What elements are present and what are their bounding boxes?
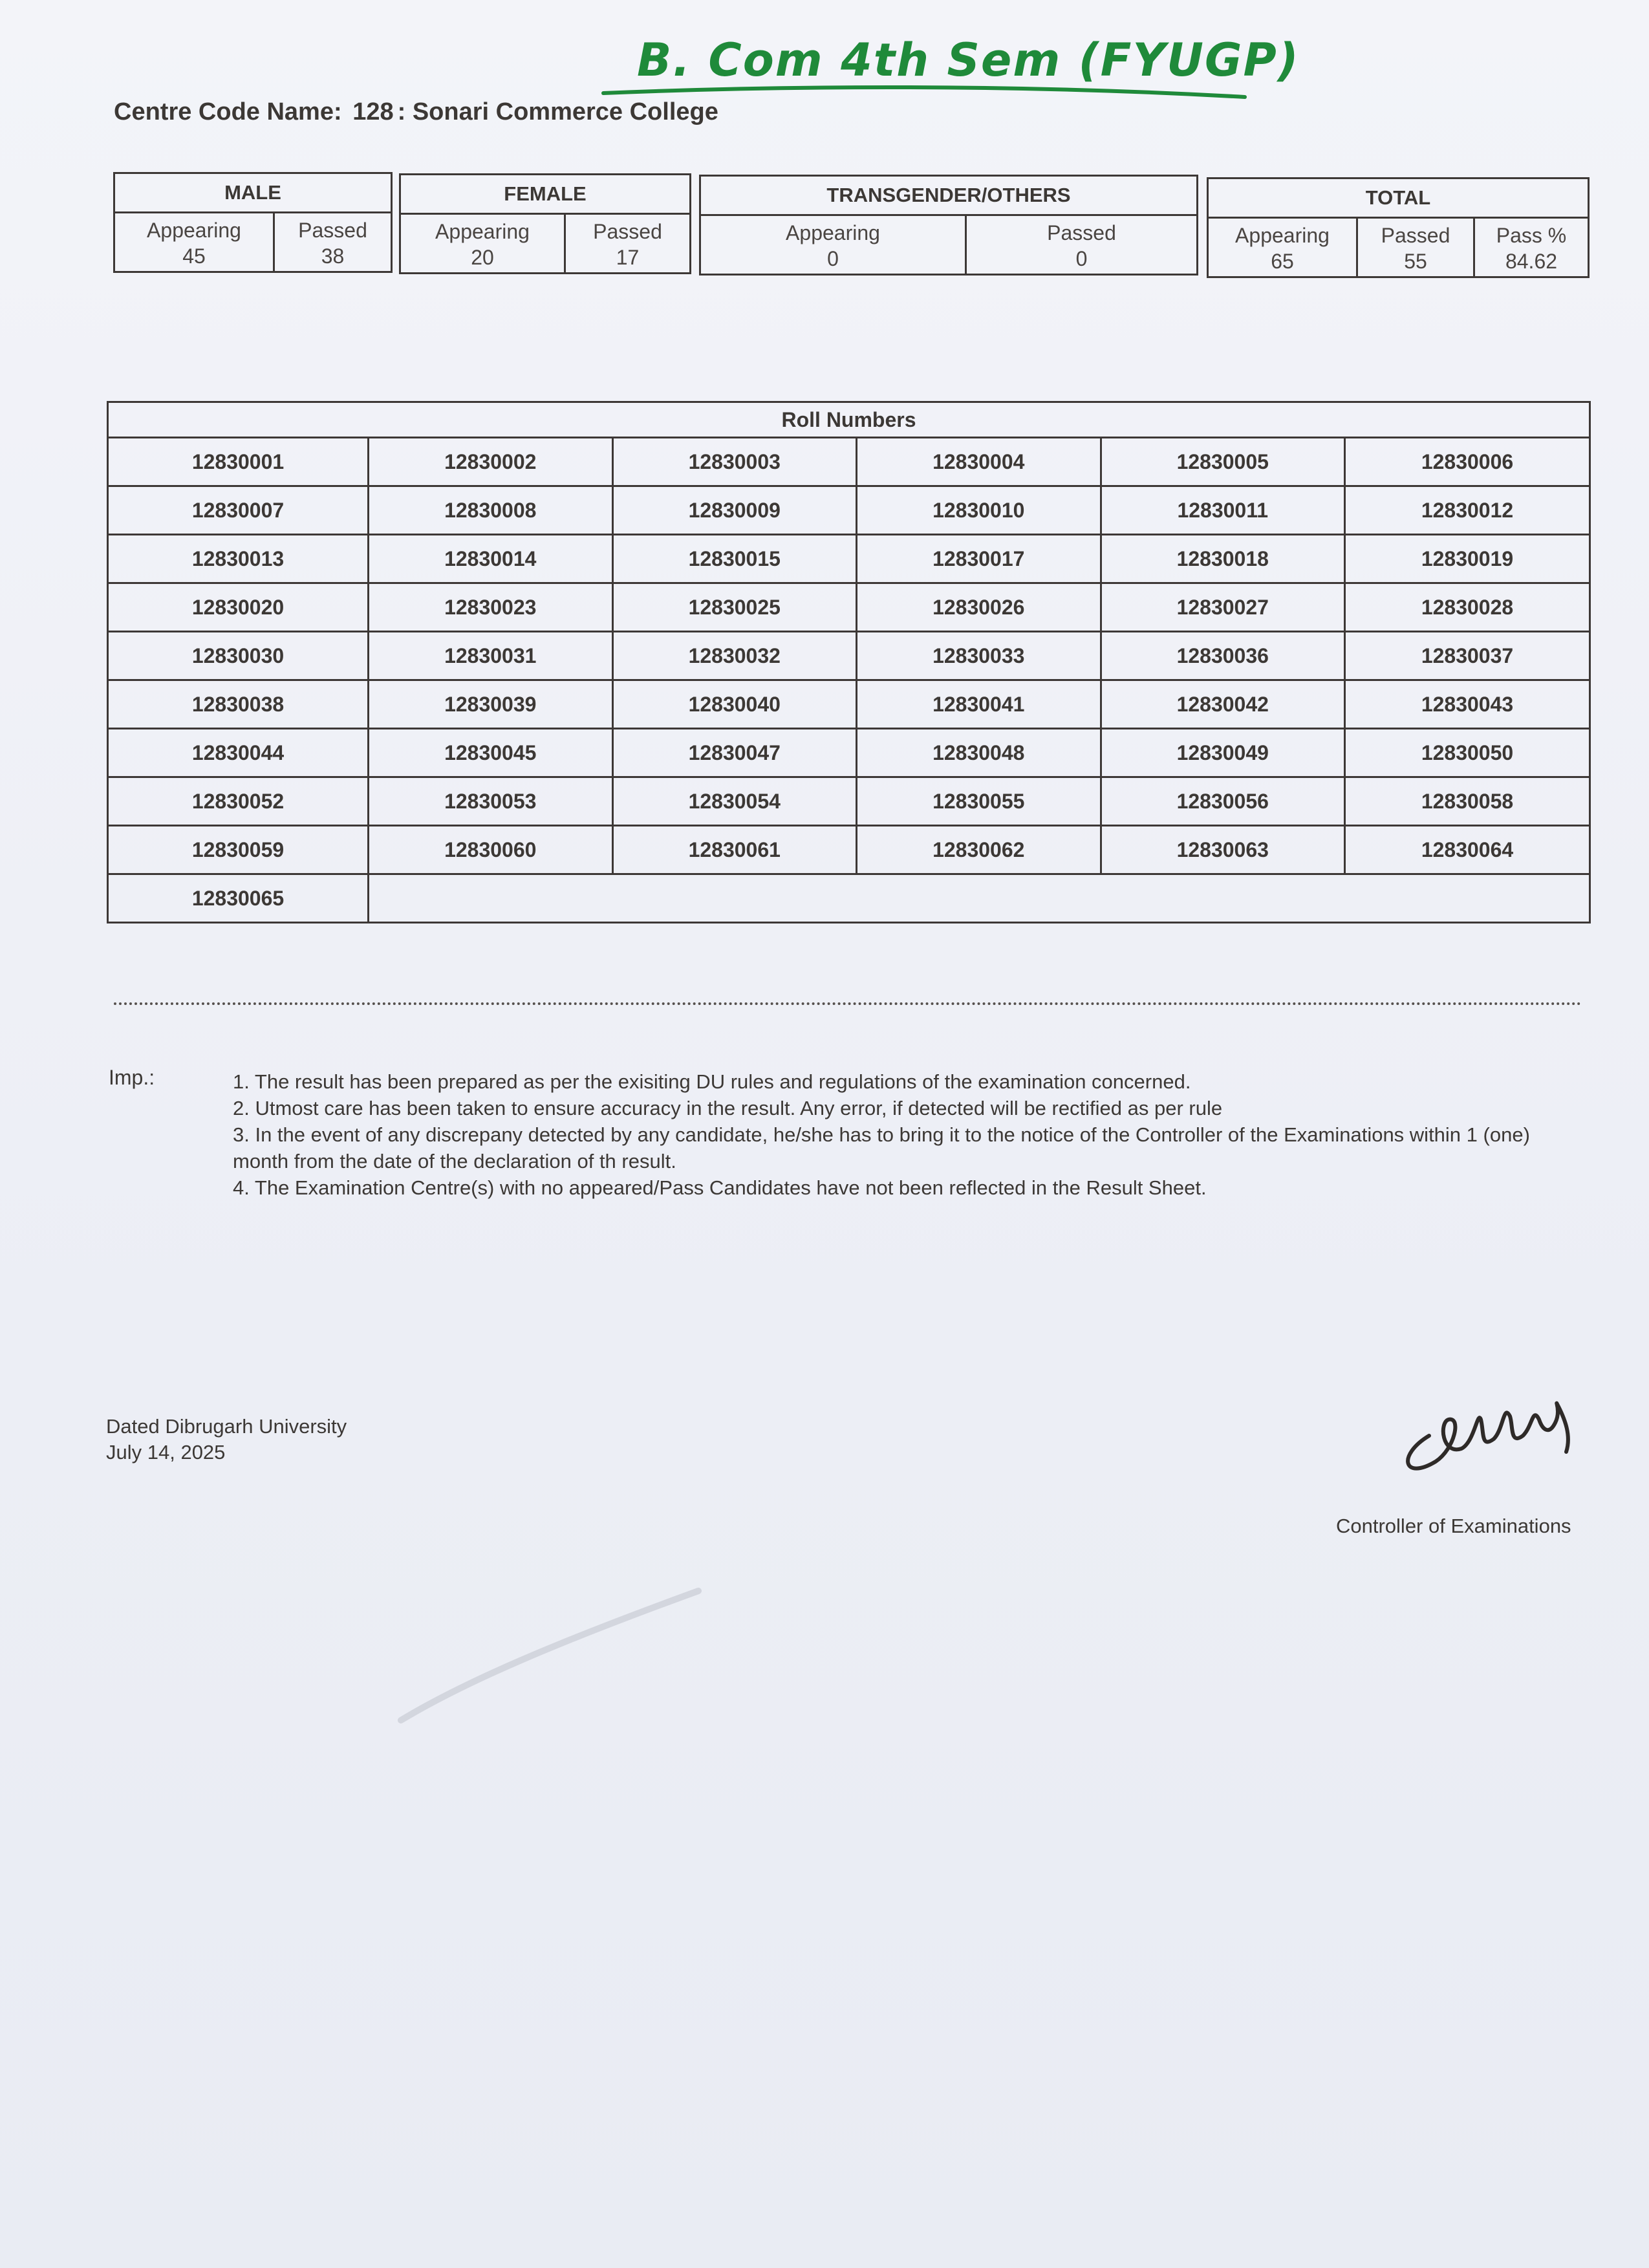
female-passed-cell — [566, 215, 689, 272]
male-appearing-cell — [115, 213, 275, 271]
important-notes — [233, 1068, 1552, 1201]
roll-number-cell: 12830041 — [857, 680, 1101, 729]
total-pass-pct-cell — [1475, 219, 1588, 276]
roll-number-cell: 12830033 — [857, 632, 1101, 680]
roll-row — [109, 777, 1589, 826]
total-appearing-cell — [1209, 219, 1358, 276]
roll-number-cell: 12830023 — [369, 583, 613, 632]
summary-female — [399, 173, 691, 274]
roll-number-cell: 12830004 — [857, 438, 1101, 486]
roll-row — [109, 680, 1589, 729]
roll-number-cell: 12830053 — [369, 777, 613, 826]
total-passed-cell — [1358, 219, 1475, 276]
female-appearing-cell — [401, 215, 566, 272]
total-appearing-label: Appearing — [1235, 224, 1330, 247]
centre-label: Centre Code Name: — [114, 98, 342, 125]
roll-number-cell: 12830020 — [109, 583, 369, 632]
male-passed-label: Passed — [298, 219, 367, 242]
male-appearing-value: 45 — [182, 244, 206, 268]
roll-number-cell: 12830056 — [1101, 777, 1345, 826]
roll-number-cell: 12830037 — [1345, 632, 1590, 680]
roll-number-cell: 12830058 — [1345, 777, 1590, 826]
roll-number-cell: 12830026 — [857, 583, 1101, 632]
handwritten-note: B. Com 4th Sem (FYUGP) — [637, 34, 1300, 87]
roll-number-cell: 12830015 — [612, 535, 857, 583]
roll-number-cell: 12830062 — [857, 826, 1101, 874]
dotted-divider — [114, 1002, 1582, 1005]
roll-number-cell: 12830050 — [1345, 729, 1590, 777]
total-passed-value: 55 — [1404, 250, 1427, 273]
roll-number-cell: 12830027 — [1101, 583, 1345, 632]
roll-number-cell: 12830039 — [369, 680, 613, 729]
centre-separator: : — [397, 98, 406, 125]
total-passed-label: Passed — [1381, 224, 1450, 247]
total-appearing-value: 65 — [1271, 250, 1294, 273]
roll-numbers-title: Roll Numbers — [109, 403, 1589, 438]
centre-name: Sonari Commerce College — [412, 98, 718, 125]
roll-number-cell: 12830054 — [612, 777, 857, 826]
note-item: 4. The Examination Centre(s) with no appeared/Pass Candidates have not been reflected in the Result Sheet. — [233, 1176, 1207, 1199]
roll-number-cell: 12830003 — [612, 438, 857, 486]
roll-number-cell: 12830038 — [109, 680, 369, 729]
roll-number-cell: 12830005 — [1101, 438, 1345, 486]
summary-male — [113, 172, 393, 273]
roll-numbers-table — [107, 401, 1591, 923]
transgender-appearing-label: Appearing — [786, 221, 880, 244]
roll-number-cell: 12830013 — [109, 535, 369, 583]
roll-number-cell: 12830028 — [1345, 583, 1590, 632]
summary-transgender-title: TRANSGENDER/OTHERS — [701, 177, 1196, 216]
roll-number-cell: 12830032 — [612, 632, 857, 680]
dated-block — [106, 1414, 347, 1465]
roll-number-cell: 12830036 — [1101, 632, 1345, 680]
important-label: Imp.: — [109, 1066, 155, 1089]
roll-number-cell: 12830049 — [1101, 729, 1345, 777]
roll-number-cell: 12830064 — [1345, 826, 1590, 874]
male-passed-value: 38 — [321, 244, 345, 268]
roll-number-cell: 12830018 — [1101, 535, 1345, 583]
roll-number-cell: 12830063 — [1101, 826, 1345, 874]
roll-number-cell: 12830014 — [369, 535, 613, 583]
roll-row — [109, 535, 1589, 583]
roll-number-cell: 12830019 — [1345, 535, 1590, 583]
roll-number-cell: 12830030 — [109, 632, 369, 680]
roll-row — [109, 874, 1589, 922]
roll-number-cell: 12830012 — [1345, 486, 1590, 535]
female-passed-label: Passed — [593, 220, 662, 243]
summary-total-title: TOTAL — [1209, 179, 1588, 219]
roll-number-cell: 12830001 — [109, 438, 369, 486]
roll-number-cell: 12830065 — [109, 874, 369, 922]
roll-row — [109, 632, 1589, 680]
total-pass-pct-value: 84.62 — [1505, 250, 1558, 273]
signature — [1384, 1358, 1578, 1481]
roll-row — [109, 438, 1589, 486]
issue-date: July 14, 2025 — [106, 1441, 226, 1463]
roll-number-cell: 12830043 — [1345, 680, 1590, 729]
roll-number-cell: 12830010 — [857, 486, 1101, 535]
note-item: 3. In the event of any discrepany detected by any candidate, he/she has to bring it to the notice of the Controller of the Examinations within 1 (one) month from the date of the declaration of th result. — [233, 1123, 1530, 1172]
roll-number-cell: 12830009 — [612, 486, 857, 535]
roll-number-cell: 12830006 — [1345, 438, 1590, 486]
male-passed-cell — [275, 213, 391, 271]
roll-empty-cell — [369, 874, 1590, 922]
roll-number-cell: 12830055 — [857, 777, 1101, 826]
roll-number-cell: 12830047 — [612, 729, 857, 777]
roll-row — [109, 826, 1589, 874]
roll-number-cell: 12830040 — [612, 680, 857, 729]
dated-line: Dated Dibrugarh University — [106, 1415, 347, 1438]
transgender-appearing-value: 0 — [827, 247, 839, 270]
transgender-appearing-cell — [701, 216, 967, 274]
roll-number-cell: 12830008 — [369, 486, 613, 535]
roll-row — [109, 583, 1589, 632]
roll-number-cell: 12830048 — [857, 729, 1101, 777]
transgender-passed-label: Passed — [1047, 221, 1116, 244]
roll-number-cell: 12830011 — [1101, 486, 1345, 535]
female-passed-value: 17 — [616, 246, 640, 269]
roll-number-cell: 12830017 — [857, 535, 1101, 583]
female-appearing-value: 20 — [471, 246, 494, 269]
handwritten-underline — [598, 34, 1271, 108]
note-item: 2. Utmost care has been taken to ensure accuracy in the result. Any error, if detected will be rectified as per rule — [233, 1097, 1223, 1119]
roll-number-cell: 12830045 — [369, 729, 613, 777]
summary-male-title: MALE — [115, 174, 391, 213]
total-pass-pct-label: Pass % — [1496, 224, 1567, 247]
summary-female-title: FEMALE — [401, 175, 689, 215]
centre-code-name — [114, 98, 718, 126]
controller-of-examinations: Controller of Examinations — [1336, 1515, 1571, 1537]
centre-code: 128 — [352, 98, 394, 125]
roll-row — [109, 486, 1589, 535]
roll-number-cell: 12830061 — [612, 826, 857, 874]
handwritten-annotation — [637, 34, 1300, 108]
transgender-passed-value: 0 — [1075, 247, 1088, 270]
roll-number-cell: 12830007 — [109, 486, 369, 535]
roll-number-cell: 12830025 — [612, 583, 857, 632]
roll-number-cell: 12830060 — [369, 826, 613, 874]
transgender-passed-cell — [967, 216, 1196, 274]
roll-number-cell: 12830059 — [109, 826, 369, 874]
roll-number-cell: 12830044 — [109, 729, 369, 777]
roll-number-cell: 12830031 — [369, 632, 613, 680]
summary-total — [1207, 177, 1590, 278]
summary-transgender — [699, 175, 1198, 275]
paper-smudge — [388, 1552, 711, 1746]
roll-row — [109, 729, 1589, 777]
roll-number-cell: 12830002 — [369, 438, 613, 486]
male-appearing-label: Appearing — [147, 219, 241, 242]
female-appearing-label: Appearing — [435, 220, 530, 243]
roll-number-cell: 12830042 — [1101, 680, 1345, 729]
note-item: 1. The result has been prepared as per the exisiting DU rules and regulations of the examination concerned. — [233, 1070, 1191, 1093]
roll-number-cell: 12830052 — [109, 777, 369, 826]
roll-numbers-body — [109, 438, 1589, 922]
